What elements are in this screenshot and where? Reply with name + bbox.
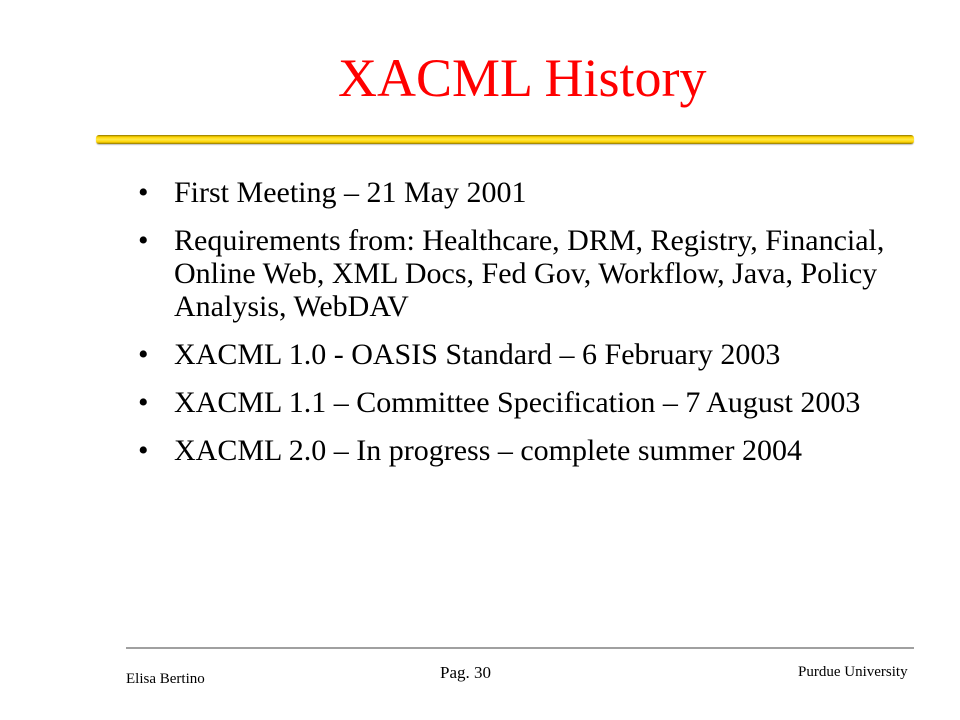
footer-institution: Purdue University	[798, 664, 908, 680]
bullet-text: XACML 1.0 - OASIS Standard – 6 February 2003	[174, 338, 781, 371]
bullet-item	[0, 338, 960, 371]
bullet-dot-icon: •	[138, 338, 149, 371]
bullet-list	[0, 176, 960, 482]
bullet-dot-icon: •	[138, 224, 149, 257]
bullet-text: First Meeting – 21 May 2001	[174, 176, 527, 209]
bullet-text: XACML 2.0 – In progress – complete summer 2004	[174, 434, 802, 467]
footer-author: Elisa Bertino	[126, 671, 205, 687]
title-container	[0, 46, 960, 116]
bullet-text: XACML 1.1 – Committee Specification – 7 August 2003	[174, 386, 861, 419]
bullet-item	[0, 176, 960, 209]
bullet-dot-icon: •	[138, 434, 149, 467]
slide-title: XACML History	[338, 48, 707, 108]
bullet-item	[0, 386, 960, 419]
bullet-item	[0, 434, 960, 467]
footer-divider	[126, 647, 914, 649]
title-underline-bar	[96, 135, 914, 144]
bullet-text: Requirements from: Healthcare, DRM, Registry, Financial, Online Web, XML Docs, Fed Gov, Workflow, Java, Policy Analysis, WebDAV	[174, 224, 885, 323]
bullet-item	[0, 224, 960, 323]
footer-page-number: Pag. 30	[440, 663, 491, 682]
bullet-dot-icon: •	[138, 386, 149, 419]
bullet-dot-icon: •	[138, 176, 149, 209]
